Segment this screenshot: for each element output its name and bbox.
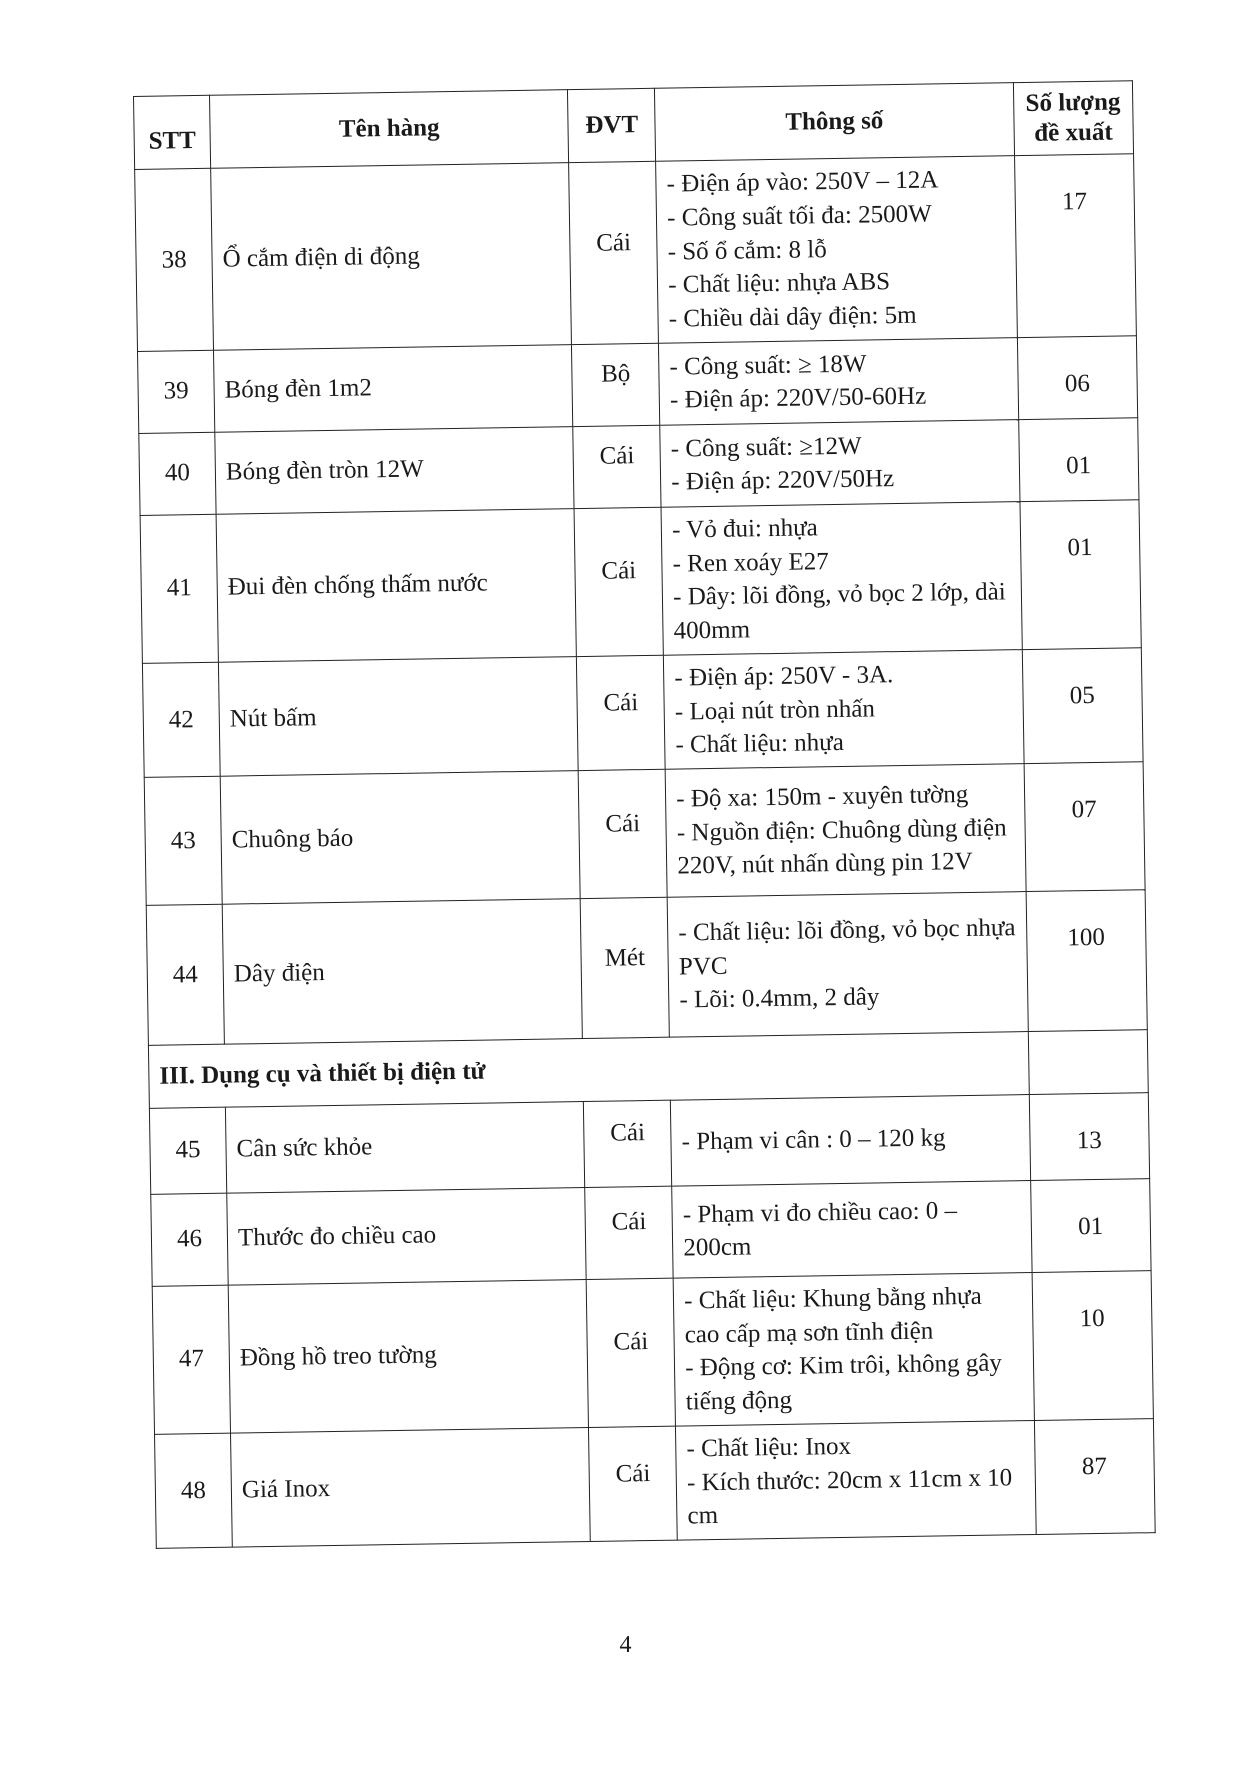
row-unit: Mét	[580, 897, 669, 1038]
row-spec	[659, 337, 1019, 425]
row-spec	[660, 419, 1020, 507]
row-qty: 13	[1029, 1092, 1150, 1180]
row-name: Nút bấm	[218, 656, 578, 776]
row-qty: 10	[1032, 1270, 1154, 1420]
row-unit: Cái	[584, 1100, 672, 1187]
row-qty: 07	[1024, 762, 1145, 892]
row-qty: 01	[1030, 1178, 1151, 1272]
row-stt: 46	[151, 1193, 228, 1286]
row-spec	[676, 1420, 1036, 1540]
row-stt: 41	[140, 514, 218, 663]
row-name: Giá Inox	[231, 1427, 591, 1547]
header-unit: ĐVT	[568, 88, 656, 162]
row-qty: 100	[1026, 890, 1148, 1032]
spec-line: - Phạm vi đo chiều cao: 0 – 200cm	[682, 1196, 958, 1262]
row-qty: 87	[1034, 1418, 1155, 1534]
row-spec	[664, 649, 1024, 769]
row-stt: 38	[135, 168, 214, 351]
spec-line: - Điện áp vào: 250V – 12A	[666, 166, 939, 198]
section-empty-cell	[1028, 1030, 1148, 1095]
table-row	[138, 336, 1138, 434]
row-unit: Cái	[578, 769, 667, 898]
table-row	[144, 762, 1145, 906]
row-qty: 05	[1022, 647, 1143, 763]
table-row	[140, 499, 1141, 663]
row-spec	[672, 1180, 1032, 1278]
row-qty: 17	[1014, 154, 1136, 338]
row-name: Bóng đèn tròn 12W	[215, 426, 575, 514]
spec-line: - Độ xa: 150m - xuyên tường	[676, 780, 969, 813]
table-row	[146, 890, 1147, 1046]
row-stt: 48	[155, 1433, 233, 1548]
row-name: Thước đo chiều cao	[227, 1187, 587, 1285]
spec-line: - Chất liệu: lõi đồng, vỏ bọc nhựa PVC	[678, 914, 1016, 981]
spec-line: - Điện áp: 220V/50Hz	[671, 465, 895, 496]
spec-line: - Công suất: ≥ 18W	[669, 350, 867, 381]
table-row	[155, 1418, 1156, 1548]
page-number: 4	[619, 1632, 632, 1658]
spec-line: - Điện áp: 250V - 3A.	[674, 660, 894, 692]
spec-line: - Ren xoáy E27	[672, 547, 830, 578]
row-unit: Cái	[573, 425, 661, 508]
table-row	[139, 418, 1139, 516]
row-name: Chuông báo	[220, 771, 580, 905]
spec-line: - Chiều dài dây điện: 5m	[668, 301, 917, 333]
row-stt: 43	[144, 776, 222, 905]
row-spec	[665, 764, 1025, 898]
spec-line: - Nguồn điện: Chuông dùng điện 220V, nút nhấn dùng pin 12V	[676, 813, 1007, 880]
table-row	[135, 154, 1137, 351]
product-table	[133, 80, 1156, 1549]
spec-line: - Chất liệu: Khung bằng nhựa cao cấp mạ sơn tĩnh điện	[683, 1282, 982, 1348]
row-spec	[673, 1272, 1034, 1426]
spec-line: - Chất liệu: nhựa	[675, 729, 845, 759]
row-name: Bóng đèn 1m2	[213, 344, 573, 432]
row-name: Ổ cắm điện di động	[211, 163, 572, 350]
spec-line: - Động cơ: Kim trôi, không gây tiếng động	[685, 1349, 1003, 1416]
row-unit: Cái	[577, 655, 666, 771]
row-name: Đui đèn chống thấm nước	[216, 508, 577, 662]
section-title: III. Dụng cụ và thiết bị điện tử	[148, 1032, 1028, 1109]
row-qty: 01	[1019, 499, 1141, 649]
table-row	[149, 1092, 1149, 1194]
row-stt: 39	[138, 350, 215, 433]
row-unit: Cái	[569, 161, 659, 344]
row-stt: 40	[139, 432, 216, 515]
spec-line: - Số ổ cắm: 8 lỗ	[667, 235, 827, 266]
table-row	[142, 647, 1143, 777]
row-stt: 45	[149, 1107, 226, 1194]
row-qty: 01	[1018, 418, 1139, 502]
spec-line: - Dây: lõi đồng, vỏ bọc 2 lớp, dài 400mm	[672, 578, 1006, 645]
row-spec	[671, 1094, 1031, 1186]
header-qty-line1: Số lượng	[1025, 88, 1121, 117]
table-sheet	[133, 80, 1156, 1549]
spec-line: - Chất liệu: Inox	[686, 1432, 852, 1463]
header-stt: STT	[134, 95, 211, 169]
header-qty	[1013, 81, 1134, 156]
spec-line: - Vỏ đui: nhựa	[671, 514, 818, 544]
row-unit: Cái	[586, 1278, 675, 1427]
row-unit: Cái	[589, 1426, 678, 1542]
row-spec	[667, 892, 1027, 1038]
row-stt: 42	[142, 662, 220, 777]
row-unit: Cái	[585, 1186, 673, 1279]
header-spec: Thông số	[655, 83, 1014, 162]
spec-line: - Điện áp: 220V/50-60Hz	[669, 382, 927, 414]
row-name: Dây điện	[222, 899, 582, 1045]
spec-line: - Phạm vi cân : 0 – 120 kg	[681, 1124, 946, 1156]
table-row	[151, 1178, 1151, 1286]
table-row	[152, 1270, 1153, 1434]
row-stt: 47	[152, 1285, 230, 1434]
row-spec	[656, 156, 1017, 343]
row-spec	[661, 501, 1022, 655]
row-stt: 44	[146, 904, 224, 1045]
row-qty: 06	[1017, 336, 1138, 420]
row-name: Đồng hồ treo tường	[228, 1279, 589, 1433]
spec-line: - Chất liệu: nhựa ABS	[668, 268, 891, 299]
header-qty-line2: đề xuất	[1034, 118, 1113, 147]
row-unit: Bộ	[572, 343, 660, 426]
spec-line: - Công suất tối đa: 2500W	[666, 200, 932, 232]
header-name: Tên hàng	[209, 90, 568, 169]
spec-line: - Lõi: 0.4mm, 2 dây	[679, 983, 880, 1014]
spec-line: - Kích thước: 20cm x 11cm x 10 cm	[686, 1463, 1013, 1530]
row-name: Cân sức khỏe	[225, 1101, 585, 1193]
spec-line: - Loại nút tròn nhấn	[674, 694, 876, 726]
row-unit: Cái	[574, 507, 663, 656]
spec-line: - Công suất: ≥12W	[670, 432, 862, 463]
